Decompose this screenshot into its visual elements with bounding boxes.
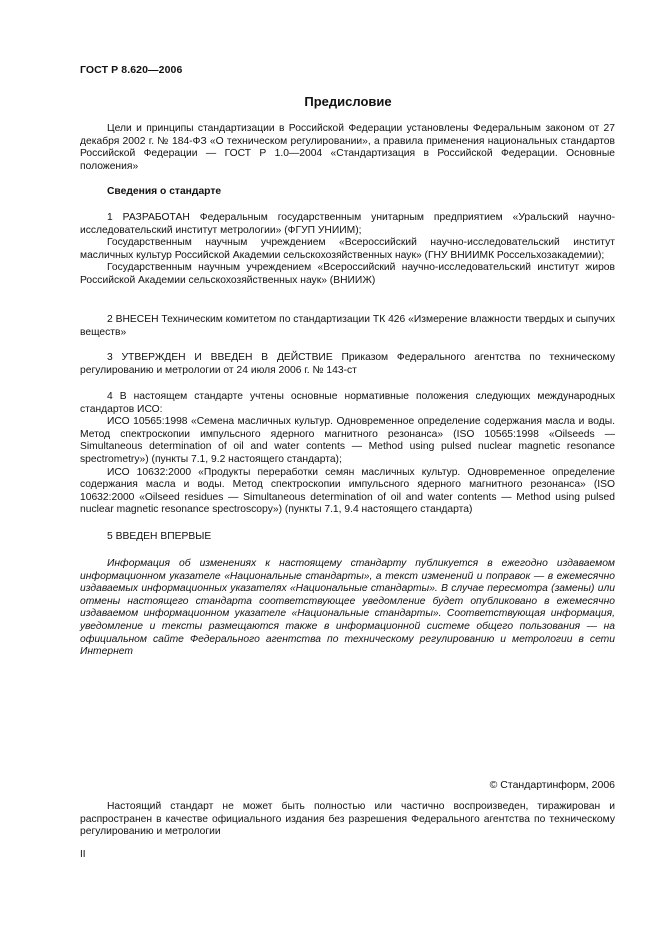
page-number: II <box>80 849 86 860</box>
item-1-co-developer-vniizh: Государственным научным учреждением «Всероссийский научно-исследовательский институт жиров Российской Академии сельскохозяйственных наук» (ВНИИЖ) <box>80 262 615 286</box>
item-2-introduced-by: 2 ВНЕСЕН Техническим комитетом по стандартизации ТК 426 «Измерение влажности твердых и сыпучих веществ» <box>80 314 615 338</box>
page-title: Предисловие <box>304 94 392 109</box>
intro-paragraph: Цели и принципы стандартизации в Российской Федерации установлены Федеральным законом от 27 декабря 2002 г. № 184-ФЗ «О техническом регулировании», а правила применения национальных стандартов Российской Федерации — ГОСТ Р 1.0—2004 «Стандартизация в Российской Федерации. Основные положения» <box>80 123 615 172</box>
item-5-first-introduced: 5 ВВЕДЕН ВПЕРВЫЕ <box>107 531 212 542</box>
intro-section <box>80 123 615 173</box>
item-4-iso-intro: 4 В настоящем стандарте учтены основные нормативные положения следующих международных стандартов ИСО: <box>80 391 615 415</box>
item-4-section <box>80 391 615 517</box>
document-code: ГОСТ Р 8.620—2006 <box>80 64 183 76</box>
standard-info-heading-block <box>80 186 615 199</box>
standard-info-heading: Сведения о стандарте <box>107 186 222 197</box>
item-1-developer: 1 РАЗРАБОТАН Федеральным государственным унитарным предприятием «Уральский научно-исследовательский институт метрологии» (ФГУП УНИИМ); <box>80 212 615 236</box>
reproduction-notice: Настоящий стандарт не может быть полностью или частично воспроизведен, тиражирован и распространен в качестве официального издания без разрешения Федерального агентства по техническому регулированию и метрологии <box>80 801 615 838</box>
copyright: © Стандартинформ, 2006 <box>489 779 615 791</box>
item-3-approved: 3 УТВЕРЖДЕН И ВВЕДЕН В ДЕЙСТВИЕ Приказом Федерального агентства по техническому регулированию и метрологии от 24 июля 2006 г. № 143-ст <box>80 352 615 376</box>
item-3-section <box>80 352 615 377</box>
item-1-co-developer-vniimk: Государственным научным учреждением «Всероссийский научно-исследовательский институт масличных культур Российской Академии сельскохозяйственных наук» (ГНУ ВНИИМК Россельхозакадемии); <box>80 237 615 261</box>
item-4-iso-10632: ИСО 10632:2000 «Продукты переработки семян масличных культур. Одновременное определение содержания масла и воды. Метод спектроскопии импульсного ядерного магнитного резонанса» (ISO 10632:2000 «Oilseed residues — Simultaneous determination of oil and water contents — Method using pulsed nuclear magnetic resonance spectroscopy») (пункты 7.1, 9.4 настоящего стандарта) <box>80 466 615 516</box>
reproduction-section <box>80 801 615 839</box>
item-2-section <box>80 314 615 339</box>
item-5-section <box>80 531 615 544</box>
item-1-section <box>80 212 615 288</box>
changes-notice: Информация об изменениях к настоящему стандарту публикуется в ежегодно издаваемом информационном указателе «Национальные стандарты», а текст изменений и поправок — в ежемесячно издаваемых информационных указателях «Национальные стандарты». В случае пересмотра (замены) или отмены настоящего стандарта соответствующее уведомление будет опубликовано в ежемесячно издаваемом информационном указателе «Национальные стандарты». Соответствующая информация, уведомление и тексты размещаются также в информационной системе общего пользования — на официальном сайте Федерального агентства по техническому регулированию и метрологии в сети Интернет <box>80 558 615 658</box>
notice-section <box>80 558 615 659</box>
item-4-iso-10565: ИСО 10565:1998 «Семена масличных культур. Одновременное определение содержания масла и воды. Метод спектроскопии импульсного ядерного магнитного резонанса» (ISO 10565:1998 «Oilseeds — Simultaneous determination of oil and water contents — Method using pulsed nuclear magnetic resonance spectrometry») (пункты 7.1, 9.2 настоящего стандарта); <box>80 416 615 465</box>
